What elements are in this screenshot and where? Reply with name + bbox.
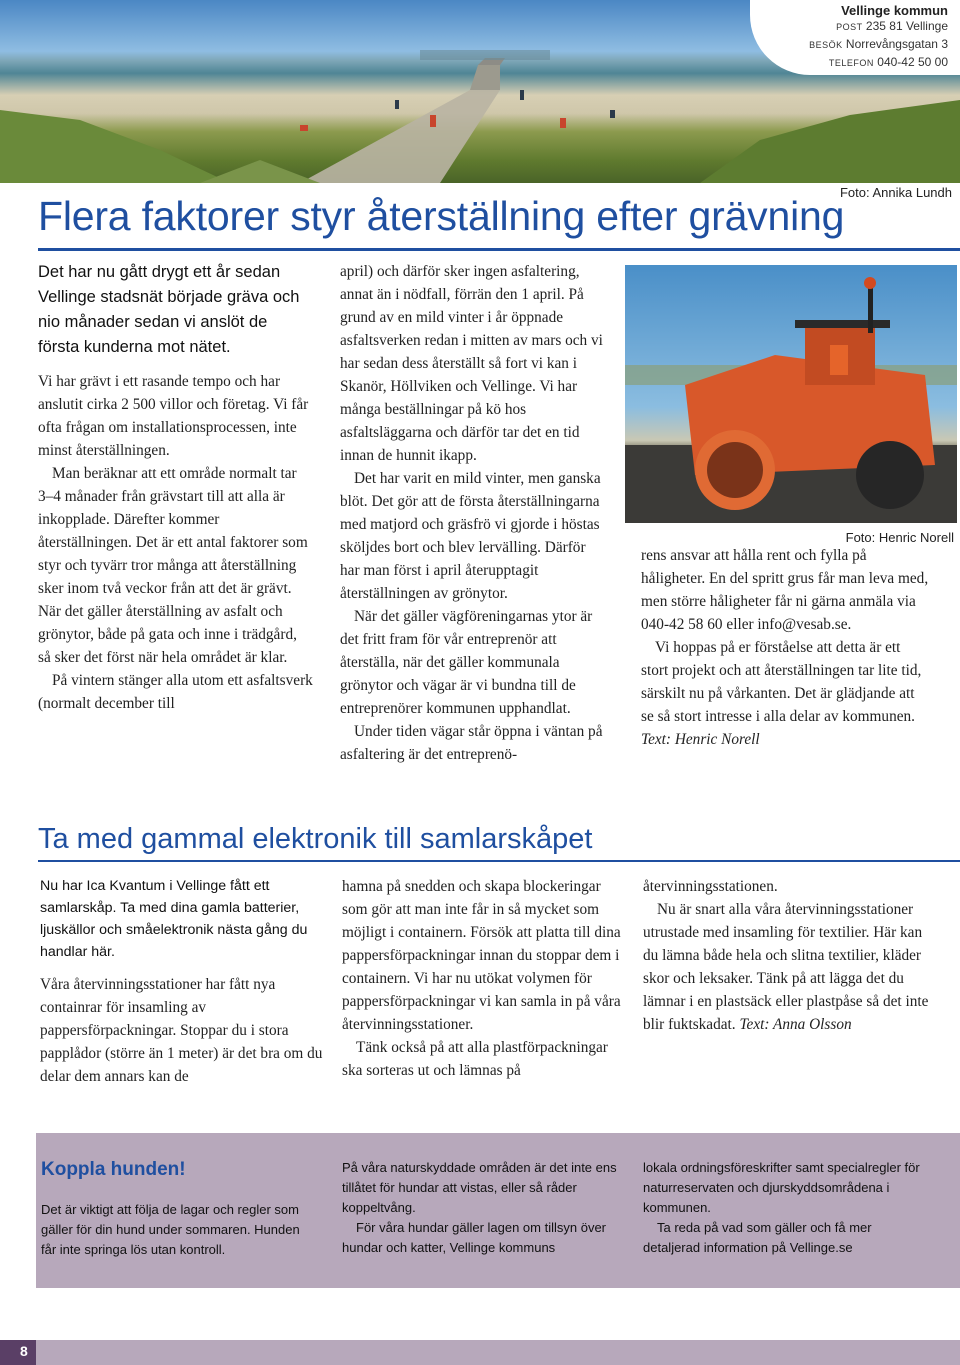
info-box-column-1: Det är viktigt att följa de lagar och regler som gäller för din hund under sommaren. Hunden får inte springa lös utan kontroll. [41,1202,300,1257]
article2-column-1 [40,875,325,1088]
article-paragraph: När det gäller vägföreningarnas ytor är det fritt fram för vår entreprenör att återställa, när det gäller kommunala grönytor och vägar är vi bundna till de entreprenörer kommunen upphandlat. [340,608,593,717]
article2-paragraph: hamna på snedden och skapa blockeringar som gör att man inte får in så mycket som möjligt i containern. Försök att platta till dina pappersförpackningar innan du stoppar dem i containern. Vi har nu utökat volymen för pappersförpackningar vi kan samla in på våra återvinningsstationer. [342,878,621,1033]
article2-column-2 [342,875,627,1082]
post-label: POST [836,22,863,32]
article-signature: Text: Henric Norell [641,731,760,748]
article-column-2 [340,260,605,766]
article2-paragraph [643,898,933,1036]
article-paragraph: Vi hoppas på er förståelse att detta är ett stort projekt och att återställningen tar lite tid, särskilt nu på vårkanten. Det är glädjande att se så stort intresse i alla delar av kommunen. [641,639,922,725]
article-column-1 [38,260,313,715]
article-paragraph: rens ansvar att hålla rent och fylla på håligheter. En del spritt grus får man leva med, men större håligheter får ni gärna anmäla via 040-42 58 60 eller info@vesab.se. [641,547,929,633]
visit-value: Norrevångsgatan 3 [845,37,948,51]
article2-paragraph: Våra återvinningsstationer har fått nya containrar för insamling av pappersförpackningar. Stoppar du i stora papplådor (större än 1 meter) är det bra om du delar dem annars kan de [40,976,323,1085]
phone-value: 040-42 50 00 [877,55,948,69]
road-roller-photo [625,265,957,523]
article2-paragraph: återvinningsstationen. [643,878,778,895]
article-paragraph: På vintern stänger alla utom ett asfaltsverk (normalt december till [38,672,313,712]
article2-title: Ta med gammal elektronik till samlarskåpet [38,823,593,855]
photo-credit-roller: Foto: Henric Norell [845,530,954,545]
info-box-title: Koppla hunden! [41,1159,186,1180]
phone [829,54,948,72]
post-value: 235 81 Vellinge [865,19,948,33]
info-box-paragraph: För våra hundar gäller lagen om tillsyn över hundar och katter, Vellinge kommuns [342,1220,607,1255]
article-paragraph: Man beräknar att ett område normalt tar 3–4 månader från grävstart till att alla är inkopplade. Därefter kommer återställningen. Det är ett antal faktorer som styr och tyvärr tror många att återställning sker inom två veckor från att det är grävt. När det gäller återställning av asfalt och grönytor, både på gata och inne i trädgård, så sker det först när hela området är klar. [38,465,308,666]
phone-label: TELEFON [828,58,874,68]
photo-credit-top: Foto: Annika Lundh [839,185,952,200]
article-paragraph: Vi har grävt i ett rasande tempo och har anslutit cirka 2 500 villor och företag. Vi får ofta frågan om installationsprocessen, inte minst återställningen. [38,373,309,459]
article2-text: Nu är snart alla våra återvinningsstationer utrustade med insamling för textilier. Här kan du lämna både hela och slitna textilier, kläder skor och leksaker. Tänk på att lägga det du lämnar i en plastsäck eller plastpåse så det inte blir fuktskadat. [643,901,929,1033]
article2-rule [38,860,960,862]
article-paragraph: Det har varit en mild vinter, men ganska blöt. Det gör att de första återställningarna med matjord och gräsfrö vi gjorde i höstas sköljdes bort och blev lervälling. Därför har man först i april återupptagit återställningen av grönytor. [340,470,601,602]
article2-column-3 [643,875,933,1036]
article2-paragraph: Tänk också på att alla plastförpackningar ska sorteras ut och lämnas på [342,1039,608,1079]
article-title: Flera faktorer styr återställning efter grävning [38,193,845,239]
visit-label: BESÖK [809,40,843,50]
info-box-paragraph: lokala ordningsföreskrifter samt specialregler för naturreservaten och djurskyddsområdena i kommunen. [643,1160,920,1215]
page-number: 8 [20,1343,28,1359]
info-box-column-2 [342,1158,627,1258]
article-paragraph: Under tiden vägar står öppna i väntan på asfaltering är det entreprenö- [340,723,603,763]
article2-signature: Text: Anna Olsson [739,1016,852,1033]
post-address [836,18,948,36]
article-column-3 [641,544,931,751]
article-lead: Det har nu gått drygt ett år sedan Vellinge stadsnät började gräva och nio månader sedan vi anslöt de första kunderna mot nätet. [38,263,300,356]
organization-name: Vellinge kommun [841,3,948,18]
info-box-paragraph: Ta reda på vad som gäller och få mer detaljerad information på Vellinge.se [643,1220,872,1255]
title-rule [38,248,960,251]
visit-address [809,36,948,54]
article2-lead: Nu har Ica Kvantum i Vellinge fått ett samlarskåp. Ta med dina gamla batterier, ljuskällor och småelektronik nästa gång du handlar här. [40,878,308,960]
info-box-column-3 [643,1158,928,1258]
info-box-paragraph: På våra naturskyddade områden är det inte ens tillåtet för hundar att vistas, eller så råder koppeltvång. [342,1160,617,1215]
footer-stripe [36,1340,960,1365]
article-paragraph: april) och därför sker ingen asfaltering, annat än i nödfall, förrän den 1 april. På grund av en mild vinter i år öppnade asfaltsverken redan i mitten av mars och vi har sedan dess återställt så fort vi kan i Skanör, Höllviken och Vellinge. Vi har många beställningar på kö hos asfaltsläggarna och därför tar det en tid innan de hunnit ikapp. [340,263,603,464]
